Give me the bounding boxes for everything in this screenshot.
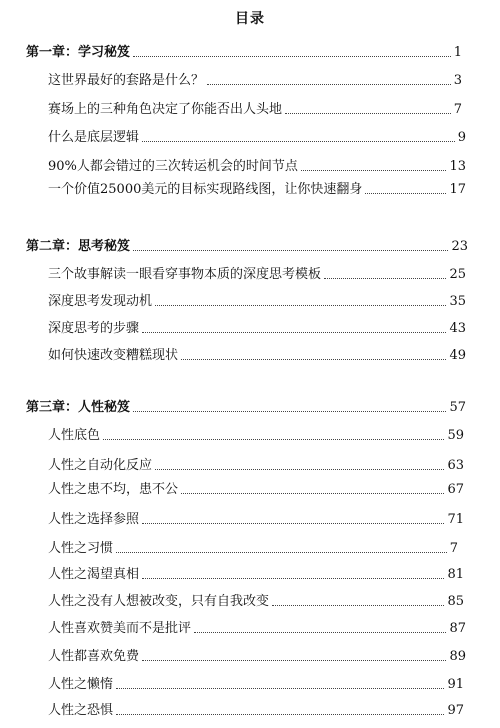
page-number: 89 — [449, 649, 466, 664]
page-number: 91 — [447, 677, 464, 692]
toc-entry[interactable] — [48, 314, 466, 336]
entry-title: 赛场上的三种角色决定了你能否出人头地 — [48, 102, 283, 117]
entry-title: 深度思考发现动机 — [48, 294, 153, 309]
page-number: 49 — [449, 348, 466, 363]
toc-entry[interactable] — [48, 95, 462, 117]
toc-chapter-1[interactable] — [26, 38, 462, 60]
page-number: 57 — [449, 400, 466, 415]
leader-dots — [272, 605, 444, 606]
page-number: 63 — [447, 458, 464, 473]
leader-dots — [207, 84, 451, 85]
page-number: 3 — [453, 73, 462, 88]
leader-dots — [155, 469, 444, 470]
leader-dots — [142, 578, 444, 579]
toc-entry[interactable] — [48, 642, 466, 664]
toc-entry[interactable] — [48, 475, 464, 497]
page-number: 17 — [449, 182, 466, 197]
toc-entry[interactable] — [48, 66, 462, 88]
toc-entry[interactable] — [48, 123, 466, 145]
entry-title: 90%人都会错过的三次转运机会的时间节点 — [48, 159, 298, 174]
entry-title: 人性之选择参照 — [48, 512, 140, 527]
toc-entry[interactable] — [48, 287, 466, 309]
entry-title: 人性之自动化反应 — [48, 458, 153, 473]
entry-title: 人性之患不均，患不公 — [48, 482, 179, 497]
leader-dots — [142, 660, 446, 661]
page-number: 23 — [451, 239, 468, 254]
entry-title: 深度思考的步骤 — [48, 321, 140, 336]
toc-chapter-2[interactable] — [26, 232, 468, 254]
leader-dots — [116, 688, 444, 689]
leader-dots — [142, 523, 444, 524]
leader-dots — [301, 170, 447, 171]
toc-entry[interactable] — [48, 152, 466, 174]
page-number: 13 — [449, 159, 466, 174]
leader-dots — [181, 359, 446, 360]
leader-dots — [133, 56, 451, 57]
page-number: 9 — [457, 130, 466, 145]
entry-title: 人性底色 — [48, 428, 101, 443]
page-number: 35 — [449, 294, 466, 309]
entry-title: 人性之没有人想被改变，只有自我改变 — [48, 594, 270, 609]
page-number: 87 — [449, 621, 466, 636]
entry-title: 一个价值25000美元的目标实现路线图，让你快速翻身 — [48, 182, 363, 197]
page-number: 71 — [447, 512, 464, 527]
leader-dots — [133, 250, 448, 251]
toc-chapter-3[interactable] — [26, 393, 466, 415]
entry-title: 人性都喜欢免费 — [48, 649, 140, 664]
toc-entry[interactable] — [48, 341, 466, 363]
page-number: 59 — [447, 428, 464, 443]
toc-entry[interactable] — [48, 451, 464, 473]
leader-dots — [142, 141, 455, 142]
leader-dots — [116, 714, 444, 715]
toc-entry[interactable] — [48, 421, 464, 443]
toc-entry[interactable] — [48, 260, 466, 282]
toc-entry[interactable] — [48, 534, 458, 556]
leader-dots — [365, 193, 446, 194]
toc-title: 目录 — [235, 11, 265, 27]
entry-title: 什么是底层逻辑 — [48, 130, 140, 145]
page-number: 7 — [453, 102, 462, 117]
page-number: 1 — [453, 45, 462, 60]
chapter-title: 第二章：思考秘笈 — [26, 239, 131, 254]
leader-dots — [133, 411, 446, 412]
entry-title: 人性之恐惧 — [48, 703, 114, 718]
toc-entry[interactable] — [48, 560, 464, 582]
entry-title: 人性喜欢赞美而不是批评 — [48, 621, 192, 636]
chapter-title: 第三章：人性秘笈 — [26, 400, 131, 415]
toc-entry[interactable] — [48, 696, 464, 718]
entry-title: 人性之渴望真相 — [48, 567, 140, 582]
leader-dots — [324, 278, 446, 279]
leader-dots — [181, 493, 444, 494]
page-number: 97 — [447, 703, 464, 718]
toc-entry[interactable] — [48, 587, 464, 609]
toc-entry[interactable] — [48, 670, 464, 692]
page-number: 85 — [447, 594, 464, 609]
leader-dots — [142, 332, 446, 333]
leader-dots — [116, 552, 447, 553]
entry-title: 如何快速改变糟糕现状 — [48, 348, 179, 363]
toc-entry[interactable] — [48, 175, 466, 197]
leader-dots — [285, 113, 451, 114]
entry-title: 人性之懒惰 — [48, 677, 114, 692]
entry-title: 三个故事解读一眼看穿事物本质的深度思考模板 — [48, 267, 322, 282]
entry-title: 人性之习惯 — [48, 541, 114, 556]
entry-title: 这世界最好的套路是什么？ — [48, 73, 205, 88]
leader-dots — [194, 632, 446, 633]
page-number: 43 — [449, 321, 466, 336]
leader-dots — [155, 305, 446, 306]
page-number: 81 — [447, 567, 464, 582]
page-number: 25 — [449, 267, 466, 282]
chapter-title: 第一章：学习秘笈 — [26, 45, 131, 60]
toc-entry[interactable] — [48, 614, 466, 636]
toc-entry[interactable] — [48, 505, 464, 527]
page-number: 67 — [447, 482, 464, 497]
leader-dots — [103, 439, 444, 440]
page-number: 7 — [449, 541, 458, 556]
